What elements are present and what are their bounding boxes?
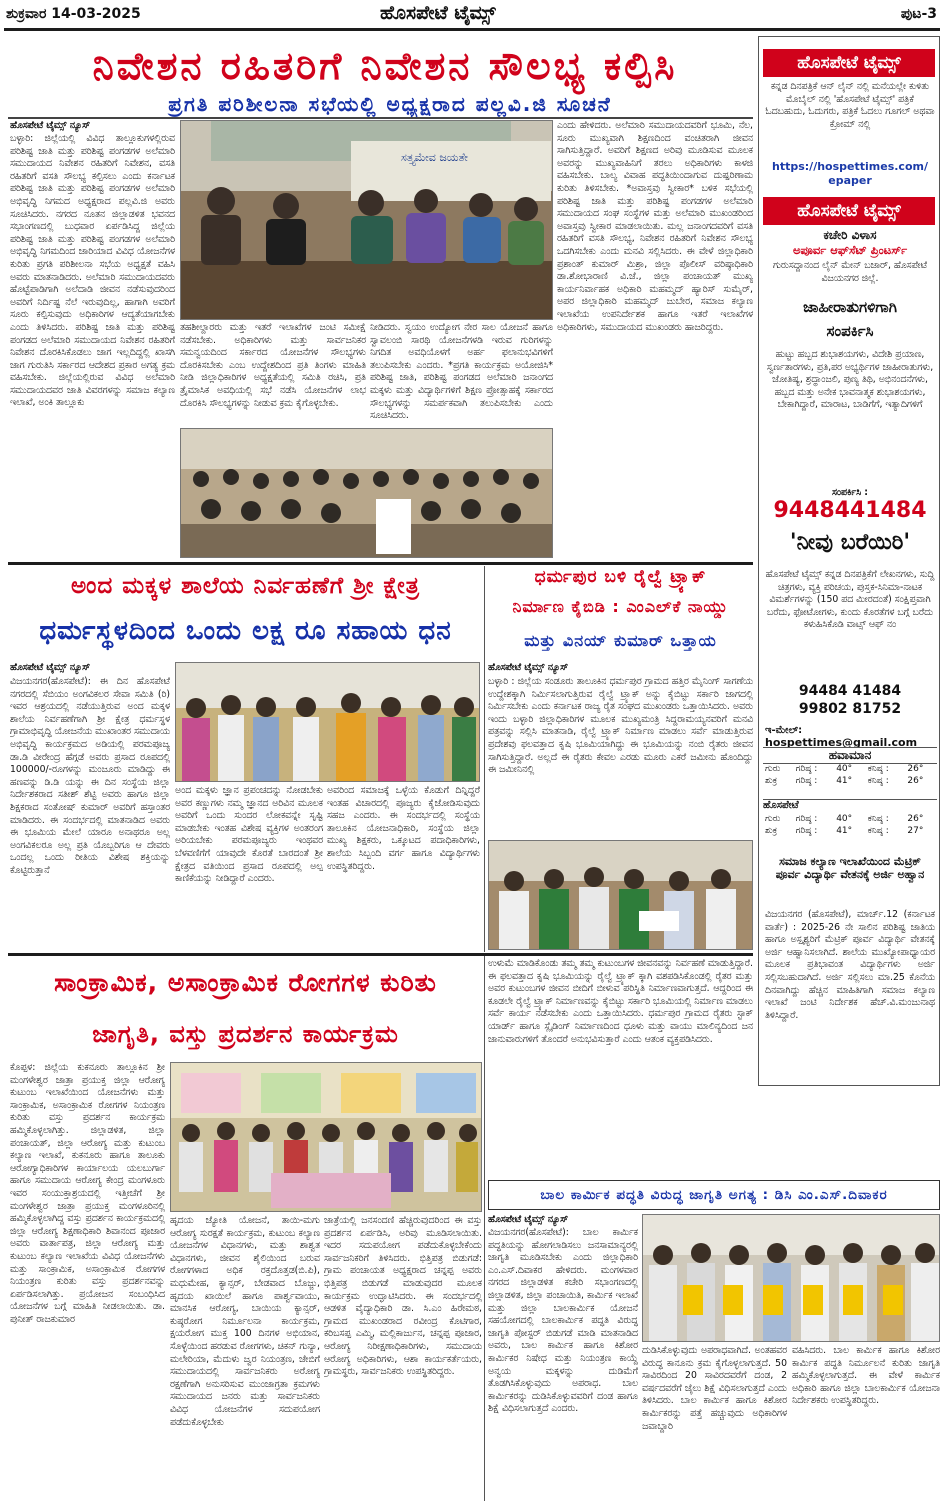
audience-photo-image [181,429,553,558]
sidebar-press-name: ಅಪೂರ್ವ ಆಫ್‌ಸೆಟ್ ಪ್ರಿಂಟರ್ಸ್ [792,243,908,257]
notice-text: ವಿಜಯನಗರ (ಹೊಸಪೇಟೆ), ಮಾರ್ಚ್.12 (ಕರ್ನಾಟಕ ವಾರ್ತೆ) : 2025-26 ನೇ ಸಾಲಿನ ಪರಿಶಿಷ್ಟ ಜಾತಿಯ ಹಾಗೂ ಅಸ್ಪೃಶ್ಯರಿಗೆ ಮೆಟ್ರಿಕ್ ಪೂರ್ವ ವಿದ್ಯಾರ್ಥಿ ವೇತನಕ್ಕೆ ಅರ್ಜಿ ಆಹ್ವಾನಿಸಲಾಗಿದೆ. ಶಾಲೆಯ ಮುಖ್ಯೋಪಾಧ್ಯಾಯರ ಮೂಲಕ ಪ್ರತಿಭಾವಂತ ವಿದ್ಯಾರ್ಥಿಗಳು ಅರ್ಜಿ ಸಲ್ಲಿಸಬಹುದಾಗಿದೆ. ಅರ್ಜಿ ಸಲ್ಲಿಸಲು ಮಾ.25 ಕೊನೆಯ ದಿನವಾಗಿದ್ದು ಹೆಚ್ಚಿನ ಮಾಹಿತಿಗಾಗಿ ಸಮಾಜ ಕಲ್ಯಾಣ ಇಲಾಖೆ ಜಂಟಿ ನಿರ್ದೇಶಕ ಹೆಚ್.ವಿ.ಮಂಜುನಾಥ ತಿಳಿಸಿದ್ದಾರೆ. [765,909,935,1021]
story4-col2: ಹೃದಯ ಜ್ಯೋತಿ ಯೋಜನೆ, ತಾಯಿ-ಮಗು ಆರೋಗ್ಯ ಸುರಕ್ಷತೆ ಕಾರ್ಯಕ್ರಮ, ಕುಟುಂಬ ಕಲ್ಯಾಣ ಯೋಜನೆಗಳ ವಿಧಾನಗಳು, ಮತ್ತು ಶಾಶ್ವತ ವಿಧಾನಗಳು, ಜೀವನ ಶೈಲಿಯಿಂದ ಬರುವ ರೋಗಗಳಾದ ಅಧಿಕ ರಕ್ತದೊತ್ತಡ(ಬಿ.ಪಿ), ಮಧುಮೇಹ, ಕ್ಯಾನ್ಸರ್, ಬೇಡವಾದ ಬೊಜ್ಜು, ಹೃದಯ ಖಾಯಿಲೆ ಹಾಗೂ ಪಾರ್ಶ್ವವಾಯು, ಮಾನಸಿಕ ಆರೋಗ್ಯ, ಬಾಯಿಯ ಕ್ಯಾನ್ಸರ್, ಕುಷ್ಠರೋಗ ನಿರ್ಮೂಲನಾ ಕಾರ್ಯಕ್ರಮ, ಕ್ಷಯರೋಗ ಮುಕ್ತ 100 ದಿನಗಳ ಅಭಿಯಾನ, ಸೊಳ್ಳೆಯಿಂದ ಹರಡುವ ರೋಗಗಳು, ಚಿಕನ್ ಗುನ್ಯಾ, ಮಲೇರಿಯಾ, ಮೆದುಳು ಜ್ವರ ನಿಯಂತ್ರಣ, ಜೇಬಿಗೆ ಸಮುದಾಯದಲ್ಲಿ ಸಾರ್ವಜನಿಕರು ಅರೋಗ್ಯ ರಕ್ಷಣೆಗಾಗಿ ಅನುಸರಿಸುವ ಮುಂಜಾಗ್ರತಾ ಕ್ರಮಗಳು ಸಮುದಾಯದ ಜನರು ಮತ್ತು ಸಾರ್ವಜನಿಕರು ವಿವಿಧ ಯೋಜನೆಗಳ ಸದುಪಯೋಗ ಪಡೆದುಕೊಳ್ಳಬೇಕು [170,1215,320,1428]
story4-headline2: ಜಾಗೃತಿ, ವಸ್ತು ಪ್ರದರ್ಶನ ಕಾರ್ಯಕ್ರಮ [92,1020,399,1048]
sidebar-email-label: ಇ-ಮೇಲ್: [765,725,803,736]
masthead-rule [4,28,940,31]
paper-title: ಹೊಸಪೇಟೆ ಟೈಮ್ಸ್ [380,2,496,24]
meeting-photo-image [181,121,553,320]
sidebar [758,36,940,1086]
story1-subhead-rule [8,117,753,119]
sidebar-ads-title1: ಜಾಹೀರಾತುಗಳಿಗಾಗಿ [803,298,897,316]
page-number: ಪುಟ-3 [900,6,937,22]
weather2-max-label: ಗರಿಷ್ಠ : [795,814,818,824]
notice-title: ಸಮಾಜ ಕಲ್ಯಾಣ ಇಲಾಖೆಯಿಂದ ಮೆಟ್ರಿಕ್ ಪೂರ್ವ ವಿದ್ಯಾರ್ಥಿ ವೇತನಕ್ಕೆ ಅರ್ಜಿ ಅಹ್ವಾನ [775,855,925,881]
weather-row [763,763,937,775]
meeting-banner-text: ಸತ್ತ್ಯಮೇವ ಜಯತೇ [401,151,468,164]
weather2-min: 26° [907,814,924,824]
story5-col2: ದುಡಿಸಿಕೊಳ್ಳುವುದು ಅಪರಾಧವಾಗಿದೆ. ಅಂತಹವರ ವಿರುದ್ಧ ಕಾನೂನು ಕ್ರಮ ಕೈಗೊಳ್ಳಲಾಗುತ್ತದೆ. 50 ಸಾವಿರದಿಂದ 20 ಸಾವಿರದವರೆಗೆ ದಂಡ, 2 ವರ್ಷದವರೆಗೆ ಜೈಲು ಶಿಕ್ಷೆ ವಿಧಿಸಲಾಗುತ್ತದೆ ಎಂದು ತಿಳಿಸಿದರು. ಬಾಲ ಕಾರ್ಮಿಕ ಹಾಗೂ ಕಿಶೋರ ಕಾರ್ಮಿಕರನ್ನು ಪತ್ತೆ ಹಚ್ಚುವುದು ಅಧಿಕಾರಿಗಳ ಜವಾಬ್ದಾರಿ [642,1345,787,1432]
story4-photo [170,1062,482,1212]
story5-col3: ವಹಿಸಿದರು. ಬಾಲ ಕಾರ್ಮಿಕ ಹಾಗೂ ಕಿಶೋರ ಕಾರ್ಮಿಕ ಪದ್ಧತಿ ನಿರ್ಮೂಲನೆ ಕುರಿತು ಜಾಗೃತಿ ಹಮ್ಮಿಕೊಳ್ಳಲಾಗುತ್ತದೆ. ಈ ವೇಳೆ ಕಾರ್ಮಿಕ ಅಧಿಕಾರಿ ಹಾಗೂ ಜಿಲ್ಲಾ ಬಾಲಕಾರ್ಮಿಕ ಯೋಜನಾ ನಿರ್ದೇಶಕರು ಉಪಸ್ಥಿತರಿದ್ದರು. [792,1345,940,1407]
weather-row [763,775,937,787]
sidebar-contact-label: ಸಂಪರ್ಕಿಸಿ : [831,487,869,498]
sidebar-ads-list: ಹುಟ್ಟು ಹಬ್ಬದ ಶುಭಾಶಯಗಳು, ವಿದೇಶಿ ಪ್ರಯಾಣ, ಸ್ವರ್ಣತಾರಗಳು, ಪ್ರತಿ,ಪರ ಅಭ್ಯರ್ಥಿಗಳ ಜಾಹೀರಾತುಗಳು, ಜೋತಿಷ್ಯ, ಶ್ರದ್ಧಾಂಜಲಿ, ಪುಣ್ಯ ತಿಥಿ, ಅಭಿನಂದನೆಗಳು, ಹಬ್ಬದ ಮತ್ತು ಅನೇಕ ಭಾವನಾತ್ಮಕ ಶುಭಾಶಯಗಳು, ಬೇಕಾಗಿದ್ದಾರೆ, ಮಾರಾಟ, ಬಾಡಿಗೆಗೆ, ಇತ್ಯಾದಿಗಳಿಗೆ [766,349,934,411]
story5-byline: ಹೊಸಪೇಟೆ ಟೈಮ್ಸ್ ನ್ಯೂಸ್ [488,1214,569,1225]
weather-min-label: ಕನಿಷ್ಠ : [867,776,889,786]
story3-byline: ಹೊಸಪೇಟೆ ಟೈಮ್ಸ್ ನ್ಯೂಸ್ [488,662,569,673]
weather2-max-label: ಗರಿಷ್ಠ : [795,826,818,836]
sidebar-phone3[interactable]: 99802 81752 [798,701,902,717]
column-divider [484,566,485,952]
sidebar-brand1: ಹೊಸಪೇಟೆ ಟೈಮ್ಸ್ [763,49,935,77]
story1-col1: ಬಳ್ಳಾರಿ: ಜಿಲ್ಲೆಯಲ್ಲಿ ವಿವಿಧ ತಾಲ್ಲೂಕುಗಳಲ್ಲಿರುವ ಪರಿಶಿಷ್ಟ ಜಾತಿ ಮತ್ತು ಪರಿಶಿಷ್ಟ ಪಂಗಡಗಳ ಅಲೆಮಾರಿ ಸಮುದಾಯದ ನಿವೇಶನ ರಹಿತರಿಗೆ ನಿವೇಶನ, ವಸತಿ ರಹಿತರಿಗೆ ವಸತಿ ಸೌಲಭ್ಯ ಕಲ್ಪಿಸಲು ಎಂದು ಕರ್ನಾಟಕ ಪರಿಶಿಷ್ಟ ಜಾತಿ ಮತ್ತು ಪರಿಶಿಷ್ಟ ಪಂಗಡಗಳ ಅಲೆಮಾರಿ ಅಭಿವೃದ್ಧಿ ನಿಗಮದ ಅಧ್ಯಕ್ಷರಾದ ಪಲ್ಲವಿ.ಜಿ ಅವರು ಸೂಚಿಸಿದರು. ನಗರದ ನೂತನ ಜಿಲ್ಲಾಡಳಿತ ಭವನದ ಸಭಾಂಗಣದಲ್ಲಿ ಬುಧವಾರ ಏರ್ಪಡಿಸಿದ್ದ ಜಿಲ್ಲೆಯ ಪರಿಶಿಷ್ಟ ಜಾತಿ ಮತ್ತು ಪರಿಶಿಷ್ಟ ಪಂಗಡಗಳ ಅಲೆಮಾರಿ ಅಭಿವೃದ್ಧಿ ನಿಗಮದಿಂದ ಜಾರಿಯಾದ ವಿವಿಧ ಯೋಜನೆಗಳ ಕುರಿತು ಪ್ರಗತಿ ಪರಿಶೀಲನಾ ಸಭೆಯ ಅಧ್ಯಕ್ಷತೆ ವಹಿಸಿ ಅವರು ಮಾತನಾಡಿದರು. ಅಲೆಮಾರಿ ಸಮುದಾಯದವರು ಹೊಟ್ಟೆಪಾಡಿಗಾಗಿ ಅಲೆದಾಡಿ ಜೀವನ ನಡೆಸುವುದರಿಂದ ಅವರಿಗೆ ನಿರ್ದಿಷ್ಟ ನೆಲೆ ಇರುವುದಿಲ್ಲ, ಹಾಗಾಗಿ ಅವರಿಗೆ ಸೂರು ಕಲ್ಪಿಸುವುದು ಅಧಿಕಾರಿಗಳ ಆದ್ಯತೆಯಾಗಬೇಕು ಎಂದು ತಿಳಿಸಿದರು. ಪರಿಶಿಷ್ಟ ಜಾತಿ ಮತ್ತು ಪರಿಶಿಷ್ಟ ಪಂಗಡದ ಅಲೆಮಾರಿ ಸಮುದಾಯದ ನಿವೇಶನ ರಹಿತರಿಗೆ ನಿವೇಶನ ದೊರಕಿಸಿಕೊಡಲು ಜಾಗ ಇಲ್ಲದಿದ್ದಲ್ಲಿ ಖಾಸಗಿ ಜಾಗ ಗುರುತಿಸಿ ಸರ್ಕಾರದ ಆದೇಶದ ಪ್ರಕಾರ ಅಗತ್ಯ ಕ್ರಮ ವಹಿಸಬೇಕು. ಜಿಲ್ಲೆಯಲ್ಲಿರುವ ವಿವಿಧ ಅಲೆಮಾರಿ ಸಮುದಾಯದವರ ಜಾತಿ ವಿವರಗಳನ್ನು ಸಮಾಜ ಕಲ್ಯಾಣ ಇಲಾಖೆ, ಅಂಕಿ ತಾಲ್ಲೂಕು [10,133,175,409]
weather2-row [763,813,937,825]
sidebar-email-row [765,725,937,749]
story2-byline: ಹೊಸಪೇಟೆ ಟೈಮ್ಸ್ ನ್ಯೂಸ್ [10,662,91,673]
sidebar-write-title: 'ನೀವು ಬರೆಯಿರಿ' [789,530,911,555]
story1-under-photo-right: ನೀಡಿದರು. ಸ್ವಯಂ ಉದ್ಯೋಗ ನೇರ ಸಾಲ ಯೋಜನೆ ಹಾಗೂ ಸ್ವಾವಲಂಬಿ ಸಾರಥಿ ಯೋಜನೆಗಳಡಿ ಇರುವ ಗುರಿಗಳನ್ನು ನಿಗದಿತ ಅವಧಿಯೊಳಗೆ ಅರ್ಹ ಫಲಾನುಭವಿಗಳಿಗೆ ತಲುಪಿಸಬೇಕು ಎಂದರು. *ಪ್ರಗತಿ ಕಾರ್ಯಕ್ರಮ ಅಯೋಜಿಸಿ* ಪರಿಶಿಷ್ಟ ಜಾತಿ, ಪರಿಶಿಷ್ಟ ಪಂಗಡದ ಅಲೆಮಾರಿ ಜನಾಂಗದ ಮಕ್ಕಳು ಮತ್ತು ವಿದ್ಯಾರ್ಥಿಗಳಿಗೆ ಶಿಕ್ಷಣ ಪ್ರೋತ್ಸಾಹಕ್ಕೆ ಸರ್ಕಾರದ ಸೌಲಭ್ಯಗಳನ್ನು ಸಮರ್ಪಕವಾಗಿ ತಲುಪಿಸಬೇಕು ಎಂದು ಸೂಚಿಸಿದರು. [370,322,553,422]
story1-photo-meeting [180,120,553,320]
section-rule-1 [8,562,753,565]
weather-min: 26° [907,764,924,774]
story2-photo [175,662,480,782]
weather-day: ಶುಕ್ರ [765,776,778,786]
sidebar-office-title: ಕಚೇರಿ ವಿಳಾಸ [823,228,877,242]
weather2-day: ಶುಕ್ರ [765,826,778,836]
sidebar-ads-title2: ಸಂಪರ್ಕಿಸಿ [826,322,874,340]
donation-photo-image [176,663,480,782]
story2-col1: ವಿಜಯನಗರ(ಹೊಸಪೇಟೆ): ಈ ದಿನ ಹೊಸಪೇಟೆ ನಗರದಲ್ಲಿ ಸೆಬಿಯಂ ಅಂಗವಿಕಲರ ಸೇವಾ ಸಮಿತಿ (ರಿ) ಇವರ ಆಶ್ರಯದಲ್ಲಿ ನಡೆಯುತ್ತಿರುವ ಅಂದ ಮಕ್ಕಳ ಶಾಲೆಯ ನಿರ್ವಹಣೆಗಾಗಿ ಶ್ರೀ ಕ್ಷೇತ್ರ ಧರ್ಮಸ್ಥಳ ಗ್ರಾಮಾಭಿವೃದ್ಧಿ ಯೋಜನೆಯ ಮುಖಾಂತರ ಸಮುದಾಯ ಅಭಿವೃದ್ಧಿ ಕಾರ್ಯಕ್ರಮದ ಅಡಿಯಲ್ಲಿ ಪರಮಪೂಜ್ಯ ಡಾ.ಡಿ ವೀರೇಂದ್ರ ಹೆಗ್ಗಡೆ ಅವರು ಪ್ರಸಾದ ರೂಪದಲ್ಲಿ 100000/-ರೂಗಳನ್ನು ಮಂಜೂರು ಮಾಡಿದ್ದು ಈ ಹಣವನ್ನು ಡಿ.ಡಿ ಯನ್ನು ಈ ದಿನ ಸಂಸ್ಥೆಯ ಜಿಲ್ಲಾ ನಿರ್ದೇಶಕರಾದ ಸತೀಶ್ ಶೆಟ್ಟಿ ಅವರು ಹಾಗೂ ಜಿಲ್ಲಾ ಶಿಕ್ಷಕರಾದ ಸಂತೋಷ್ ಕುಮಾರ್ ಅವರಿಗೆ ಹಸ್ತಾಂತರ ಮಾಡಿದರು. ಈ ಸಂದರ್ಭದಲ್ಲಿ ಮಾತನಾಡಿದ ಅವರು ಈ ಭೂಮಿಯ ಮೇಲೆ ಯಾರೂ ಅನಾಥರೂ ಅಲ್ಲ ಅಂಗವಿಕಲರೂ ಅಲ್ಲ ಪ್ರತಿ ಯೊಬ್ಬರಿಗೂ ಆ ದೇವರು ಒಂದಲ್ಲ ಒಂದು ರೀತಿಯ ವಿಶೇಷ ಶಕ್ತಿಯನ್ನು ಕೊಟ್ಟಿರುತ್ತಾನೆ [10,676,170,876]
story3-headline2: ನಿರ್ಮಾಣ ಕೈಬಿಡಿ : ಎಂಎಲ್‌ಕೆ ನಾಯ್ಡು [512,597,729,616]
weather2-table [763,813,937,837]
weather-table [763,763,937,787]
weather-min-label: ಕನಿಷ್ಠ : [867,764,889,774]
story3-photo [488,840,753,950]
exhibition-photo-image [171,1063,482,1212]
weather-max: 41° [836,776,853,786]
weather-min: 26° [907,776,924,786]
story3-top-text: ಬಳ್ಳಾರಿ : ಜಿಲ್ಲೆಯ ಸಂಡೂರು ತಾಲೂಕಿನ ಧರ್ಮಪುರ ಗ್ರಾಮದ ಹತ್ತಿರ ಮೈನಿಂಗ್ ಸಾಗಣೆಯ ಉದ್ದೇಶಕ್ಕಾಗಿ ನಿರ್ಮಿಸಲಾಗುತ್ತಿರುವ ರೈಲ್ವೆ ಟ್ರ್ಯಾಕ್ ಅನ್ನು ಕೈಬಿಟ್ಟು ಸರ್ಕಾರಿ ಜಾಗದಲ್ಲಿ ನಿರ್ಮಿಸಬೇಕು ಎಂದು ಕರ್ನಾಟಕ ರಾಜ್ಯ ರೈತ ಸಂಘದ ಮುಖಂಡರು ಒತ್ತಾಯಿಸಿದರು. ಅವರು ಇಂದು ಬಳ್ಳಾರಿ ಜಿಲ್ಲಾಧಿಕಾರಿಗಳ ಮೂಲಕ ಮುಖ್ಯಮಂತ್ರಿ ಸಿದ್ದರಾಮಯ್ಯನವರಿಗೆ ಮನವಿ ಪತ್ರವನ್ನು ಸಲ್ಲಿಸಿ ಮಾತನಾಡಿ, ರೈಲ್ವೆ ಟ್ರ್ಯಾಕ್ ನಿರ್ಮಾಣ ಮಾಡಲು ಸರ್ವೆ ಮಾಡುತ್ತಿರುವ ಪ್ರದೇಶವು ಫಲವತ್ತಾದ ಕೃಷಿ ಭೂಮಿಯಾಗಿದ್ದು ಈ ಭೂಮಿಯನ್ನು ನಂಬಿ ರೈತರು ಜೀವನ ಸಾಗಿಸುತ್ತಿದ್ದಾರೆ. ಅಲ್ಲದೆ ಈ ರೈತರು ಕೇವಲ ಎರಡು ಮೂರು ಎಕರೆ ಜಮೀನು ಹೊಂದಿದ್ದು ಈ ಜಮೀನಿನಲ್ಲಿ [488,676,753,776]
masthead [0,0,945,40]
story1-headline: ನಿವೇಶನ ರಹಿತರಿಗೆ ನಿವೇಶನ ಸೌಲಭ್ಯ ಕಲ್ಪಿಸಿ [92,44,678,88]
weather-max-label: ಗರಿಷ್ಠ : [795,764,818,774]
weather2-title: ಹೊಸಪೇಟೆ [763,799,937,811]
weather2-min: 27° [907,826,924,836]
weather2-min-label: ಕನಿಷ್ಠ : [867,826,889,836]
section-rule-2 [8,953,753,956]
sidebar-url[interactable]: https://hospettimes.com/ [772,160,928,173]
weather-max: 40° [836,764,853,774]
weather2-max: 40° [836,814,853,824]
story2-headline2: ಧರ್ಮಸ್ಥಳದಿಂದ ಒಂದು ಲಕ್ಷ ರೂ ಸಹಾಯ ಧನ [39,616,452,646]
sidebar-brand2: ಹೊಸಪೇಟೆ ಟೈಮ್ಸ್ [763,197,935,225]
story3-col-lower: ಉಳುಮೆ ಮಾಡಿಕೊಂಡು ತಮ್ಮ ತಮ್ಮ ಕುಟುಂಬಗಳ ಜೀವನವನ್ನು ನಿರ್ವಹಣೆ ಮಾಡುತ್ತಿದ್ದಾರೆ. ಈ ಫಲವತ್ತಾದ ಕೃಷಿ ಭೂಮಿಯನ್ನು ರೈಲ್ವೆ ಟ್ರ್ಯಾಕ್ ಕ್ಕಾಗಿ ವಶಪಡಿಸಿಕೊಂಡಲ್ಲಿ ರೈತರ ಮತ್ತು ಅವರ ಕುಟುಂಬಗಳ ಜೀವನ ಬೀದಿಗೆ ಬೀಳುವ ಪರಿಸ್ಥಿತಿ ನಿರ್ಮಾಣವಾಗುತ್ತದೆ. ಆದ್ದರಿಂದ ಈ ಕೂಡಲೇ ರೈಲ್ವೆ ಟ್ರ್ಯಾಕ್ ನಿರ್ಮಾಣವನ್ನು ಕೈಬಿಟ್ಟು ಸರ್ಕಾರಿ ಭೂಮಿಯಲ್ಲಿ ನಿರ್ಮಾಣ ಮಾಡಲು ಸರ್ವೆ ಕಾರ್ಯ ನಡೆಸಬೇಕು ಎಂದು ಒತ್ತಾಯಿಸಿದರು. ಧರ್ಮಪುರ ಗ್ರಾಮದ ರೈತರು ಸ್ಟಾಕ್ ಯಾರ್ಡ್ ಹಾಗೂ ಸ್ಲೈಡಿಂಗ್ ನಿರ್ಮಾಣದಿಂದ ಧೂಳು ಮತ್ತು ವಾಯು ಮಾಲಿನ್ಯದಿಂದ ಜನ ಜಾನುವಾರುಗಳಿಗೆ ತೊಂದರೆ ಅನುಭವಿಸುತ್ತಾರೆ ಎಂದು ಆತಂಕ ವ್ಯಕ್ತಪಡಿಸಿದರು. [488,958,753,1045]
memorandum-photo-image [489,841,753,950]
sidebar-address: ಗುರುಸದ್ದಾನಂದ ಲೈನ್ ಮೇನ್ ಬಜಾರ್, ಹೊಸಪೇಟೆ ವಿಜಯನಗರ ಜಿಲ್ಲೆ. [772,260,928,284]
column-divider-2 [484,956,485,1501]
story5-headline: ಬಾಲ ಕಾರ್ಮಿಕ ಪದ್ಧತಿ ವಿರುದ್ಧ ಜಾಗೃತಿ ಅಗತ್ಯ : ಡಿಸಿ ಎಂ.ಎಸ್.ದಿವಾಕರ [540,1187,888,1203]
story2-col3: ಅವರಿಂದ ಸಮಾಜಕ್ಕೆ ಒಳ್ಳೆಯ ಕೊಡುಗೆ ದಿನ್ನಿದ್ದರೆ ಇಂತಹ ವಿಚಾರದಲ್ಲಿ ಪೂಜ್ಯರು ಕೈಜೋಡಿಸುವುದು ಸಹಜ ಎಂದರು. ಈ ಸಂದರ್ಭದಲ್ಲಿ ಸಂಸ್ಥೆಯ ತಾಲೂಕಿನ ಯೋಜನಾಧಿಕಾರಿ, ಸಂಸ್ಥೆಯ ಜಿಲ್ಲಾ ಮುಖ್ಯ ಶಿಕ್ಷಕರು, ಒಕ್ಕೂಟದ ಪದಾಧಿಕಾರಿಗಳು, ಶಾಲೆಯ ಸಿಬ್ಬಂದಿ ವರ್ಗ ಹಾಗೂ ವಿದ್ಯಾರ್ಥಿಗಳು ಉಪಸ್ಥಿತರಿದ್ದರು. [327,785,480,872]
weather2-max: 41° [836,826,853,836]
story4-headline1: ಸಾಂಕ್ರಾಮಿಕ, ಅಸಾಂಕ್ರಾಮಿಕ ರೋಗಗಳ ಕುರಿತು [54,968,437,997]
sidebar-phone2[interactable]: 94484 41484 [798,683,902,699]
story5-col1: ವಿಜಯನಗರ(ಹೊಸಪೇಟೆ): ಬಾಲ ಕಾರ್ಮಿಕ ಪದ್ಧತಿಯನ್ನು ಹೋಗಲಾಡಿಸಲು ಜನಸಾಮಾನ್ಯರಲ್ಲಿ ಜಾಗೃತಿ ಮೂಡಿಸಬೇಕು ಎಂದು ಜಿಲ್ಲಾಧಿಕಾರಿ ಎಂ.ಎಸ್.ದಿವಾಕರ ಹೇಳಿದರು. ಮಂಗಳವಾರ ನಗರದ ಜಿಲ್ಲಾಡಳಿತ ಕಚೇರಿ ಸಭಾಂಗಣದಲ್ಲಿ ಜಿಲ್ಲಾಡಳಿತ, ಜಿಲ್ಲಾ ಪಂಚಾಯಿತಿ, ಕಾರ್ಮಿಕ ಇಲಾಖೆ ಮತ್ತು ಜಿಲ್ಲಾ ಬಾಲಕಾರ್ಮಿಕ ಯೋಜನೆ ಸಹಯೋಗದಲ್ಲಿ ಬಾಲಕಾರ್ಮಿಕ ಪದ್ಧತಿ ವಿರುದ್ಧ ಜಾಗೃತಿ ಪೋಸ್ಟರ್ ಬಿಡುಗಡೆ ಮಾಡಿ ಮಾತನಾಡಿದ ಅವರು, ಬಾಲ ಕಾರ್ಮಿಕ ಹಾಗೂ ಕಿಶೋರ ಕಾರ್ಮಿಕರ ನಿಷೇಧ ಮತ್ತು ನಿಯಂತ್ರಣ ಕಾಯ್ದೆ ಅನ್ವಯ ಮಕ್ಕಳನ್ನು ದುಡಿಮೆಗೆ ತೊಡಗಿಸಿಕೊಳ್ಳುವುದು ಅಪರಾಧ. ಬಾಲ ಕಾರ್ಮಿಕರನ್ನು ದುಡಿಸಿಕೊಳ್ಳುವವರಿಗೆ ದಂಡ ಹಾಗೂ ಶಿಕ್ಷೆ ವಿಧಿಸಲಾಗುತ್ತದೆ ಎಂದರು. [488,1227,638,1415]
story2-col2: ಅಂದ ಮಕ್ಕಳು ಜ್ಞಾನ ಪ್ರಪಂಚದನ್ನು ನೋಡಬೇಕು ಅವರ ಕಣ್ಣುಗಳು ನಮ್ಮ ಜ್ಞಾನದ ಅರಿವಿನ ಮೂಲಕ ಅವರಿಗೆ ಒಂದು ಸುಂದರ ಲೋಕವನ್ನೇ ಸೃಷ್ಟಿ ಮಾಡಬೇಕು ಇಂತಹ ವಿಶೇಷ ವ್ಯಕ್ತಿಗಳ ಅಂತರಂಗ ಅರಿಯಬೇಕು ಪರಮಪೂಜ್ಯರು ಇಂಥವರ ಬೆಳವಣಿಗೆಗೆ ಯಾವುದೇ ಕೊರತೆ ಬಾರದಂತೆ ಶ್ರೀ ಕ್ಷೇತ್ರದ ವತಿಯಿಂದ ಪ್ರಸಾದ ರೂಪದಲ್ಲಿ ಅಲ್ಪ ಕಾಣಿಕೆಯನ್ನು ನೀಡಿದ್ದಾರೆ ಎಂದರು. [175,785,323,885]
sidebar-email[interactable]: hospettimes@gmail.com [765,736,918,749]
story1-subhead: ಪ್ರಗತಿ ಪರಿಶೀಲನಾ ಸಭೆಯಲ್ಲಿ ಅಧ್ಯಕ್ಷರಾದ ಪಲ್ಲವಿ.ಜಿ ಸೂಚನೆ [168,92,612,116]
weather2-row [763,825,937,837]
story3-headline-block [488,566,753,666]
story3-headline3: ಮತ್ತು ವಿನಯ್ ಕುಮಾರ್ ಒತ್ತಾಯ [524,631,717,650]
story1-photo-audience [180,428,553,558]
issue-date: ಶುಕ್ರವಾರ 14-03-2025 [6,6,141,22]
story1-col4: ಎಂದು ಹೇಳಿದರು. ಅಲೆಮಾರಿ ಸಮುದಾಯದವರಿಗೆ ಭೂಮಿ, ನೆಲ, ಸೂರು ಮುಖ್ಯವಾಗಿ ಶಿಕ್ಷಣದಿಂದ ವಂಚಿತರಾಗಿ ಜೀವನ ಸಾಗಿಸುತ್ತಿದ್ದಾರೆ. ಅವರಿಗೆ ಶಿಕ್ಷಣದ ಅರಿವು ಮೂಡಿಸುವ ಮೂಲಕ ಅವರನ್ನು ಮುಖ್ಯವಾಹಿನಿಗೆ ತರಲು ಅಧಿಕಾರಿಗಳು ಕಾಳಜಿ ವಹಿಸಬೇಕು. ಬಾಲ್ಯ ವಿವಾಹ ಪದ್ಧತಿಯಿಂದಾಗುವ ದುಷ್ಪರಿಣಾಮ ಕುರಿತು ತಿಳಿಸಬೇಕು. *ಅವಾಸ್ತವು ಸ್ವೀಕಾರ* ಬಳಿಕ ಸಭೆಯಲ್ಲಿ ಪರಿಶಿಷ್ಟ ಜಾತಿ ಮತ್ತು ಪರಿಶಿಷ್ಟ ಪಂಗಡಗಳ ಅಲೆಮಾರಿ ಸಮುದಾಯದ ಸಂಘ ಸಂಸ್ಥೆಗಳ ಮತ್ತು ಅಲೆಮಾರಿ ಮುಖಂಡರಿಂದ ಅವಾಸ್ತವು ಸ್ವೀಕಾರ ಮಾಡಲಾಯಿತು. ಮಲ್ಲ ಜನಾಂಗದವರಿಗೆ ವಸತಿ ರಹಿತರಿಗೆ ವಸತಿ ಸೌಲಭ್ಯ, ನಿವೇಶನ ರಹಿತರಿಗೆ ನಿವೇಶನ ಸೌಲಭ್ಯ ಒದಗಿಸಬೇಕು ಎಂದು ಮನವಿ ಸಲ್ಲಿಸಿದರು. ಈ ವೇಳೆ ಜಿಲ್ಲಾಧಿಕಾರಿ ಪ್ರಶಾಂತ್ ಕುಮಾರ್ ಮಿಶ್ರಾ, ಜಿಲ್ಲಾ ಪೊಲೀಸ್ ವರಿಷ್ಠಾಧಿಕಾರಿ ಡಾ.ಶೋಭಾರಾಣಿ ವಿ.ಜೆ., ಜಿಲ್ಲಾ ಪಂಚಾಯತ್ ಮುಖ್ಯ ಕಾರ್ಯನಿರ್ವಾಹಕ ಅಧಿಕಾರಿ ಮಹಮ್ಮದ್ ಹ್ಯಾರಿಸ್ ಸುಮೈರ್, ಅಪರ ಜಿಲ್ಲಾಧಿಕಾರಿ ಮಹಮ್ಮದ್ ಜುಬೇರ, ಸಮಾಜ ಕಲ್ಯಾಣ ಇಲಾಖೆಯ ಉಪನಿರ್ದೇಶಕ ಹಾಗೂ ಇತರೆ ಇಲಾಖೆಗಳ ಅಧಿಕಾರಿಗಳು, ಸಮುದಾಯದ ಮುಖಂಡರು ಹಾಜರಿದ್ದರು. [557,120,753,333]
story5-headline-box [488,1180,940,1210]
story2-headline1: ಅಂದ ಮಕ್ಕಳ ಶಾಲೆಯ ನಿರ್ವಹಣೆಗೆ ಶ್ರೀ ಕ್ಷೇತ್ರ [71,573,420,599]
weather-max-label: ಗರಿಷ್ಠ : [795,776,818,786]
story4-col3: ಜಾತ್ರೆಯಲ್ಲಿ ಜನಸಂದಣಿ ಹೆಚ್ಚಿರುವುದರಿಂದ ಈ ವಸ್ತು ಪ್ರದರ್ಶನ ಏರ್ಪಡಿಸಿ, ಅರಿವು ಮೂಡಿಸಲಾಯಿತು. ಇದರ ಸದುಪಯೋಗ ಪಡೆದುಕೊಳ್ಳಬೇಕೆಂದು ಸಾರ್ವಜನಿಕರಿಗೆ ತಿಳಿಸಿದರು. ಭಿತ್ತಿಪತ್ರ ಬಿಡುಗಡೆ: ಗ್ರಾಮ ಪಂಚಾಯತ ಅಧ್ಯಕ್ಷರಾದ ಚನ್ನಪ್ಪ ಅವರು ಭಿತ್ತಿಪತ್ರ ಬಿಡುಗಡೆ ಮಾಡುವುದರ ಮೂಲಕ ಕಾರ್ಯಕ್ರಮ ಉದ್ಘಾಟಿಸಿದರು. ಈ ಸಂದರ್ಭದಲ್ಲಿ ಆಡಳಿತ ವೈದ್ಯಾಧಿಕಾರಿ ಡಾ. ಸಿ.ಎಂ ಹಿರೇಮಠ, ಗ್ರಾಮದ ಮುಖಂಡರಾದ ರವೀಂದ್ರ ಕೊಟಿಗಾರ, ಕರಿಬಸಪ್ಪ ಎಮ್ಮಿ, ಮಲ್ಲಿಕಾರ್ಜುನ, ಚನ್ನಪ್ಪ ಪೂಜಾರ, ಆರೋಗ್ಯ ನಿರೀಕ್ಷಣಾಧಿಕಾರಿಗಳು, ಸಮುದಾಯ ಆರೋಗ್ಯ ಅಧಿಕಾರಿಗಳು, ಆಶಾ ಕಾರ್ಯಕರ್ತೆಯರು, ಗ್ರಾಮಸ್ಥರು, ಸಾರ್ವಜನಿಕರು ಉಪಸ್ಥಿತರಿದ್ದರು. [324,1215,482,1378]
story3-headline1: ಧರ್ಮಪುರ ಬಳಿ ರೈಲ್ವೆ ಟ್ರ್ಯಾಕ್ [534,567,707,587]
story1-under-photo-left: ತಹಶೀಲ್ದಾರರು ಮತ್ತು ಇತರೆ ಇಲಾಖೆಗಳ ಜಂಟಿ ಸಮೀಕ್ಷೆ ನಡೆಸಬೇಕು. ಅಧಿಕಾರಿಗಳು ಮತ್ತು ಸಾರ್ವಜನಿಕರ ಸಮನ್ವಯದಿಂದ ಸರ್ಕಾರದ ಯೋಜನೆಗಳ ಸೌಲಭ್ಯಗಳು ದೊರಕಿಸಬೇಕು ಎಂಬ ಉದ್ದೇಶದಿಂದ ಪ್ರತಿ ತಿಂಗಳು ಮಾಹಿತಿ ನೀಡಿ ಜಿಲ್ಲಾಧಿಕಾರಿಗಳ ಅಧ್ಯಕ್ಷತೆಯಲ್ಲಿ ಸಮಿತಿ ರಚಿಸಿ, ಪ್ರತಿ ತ್ರೈಮಾಸಿಕ ಅವಧಿಯಲ್ಲಿ ಸಭೆ ನಡೆಸಿ ಯೋಜನೆಗಳ ಲಾಭ ದೊರಕಿಸಿ ಸೌಲಭ್ಯಗಳನ್ನು ನೀಡುವ ಕ್ರಮ ಕೈಗೊಳ್ಳಬೇಕು. [180,322,366,409]
sidebar-epaper[interactable]: epaper [828,174,872,187]
weather-day: ಗುರು [765,764,781,774]
sidebar-phone-big[interactable]: 9448441484 [773,498,927,523]
weather-title: ಹವಾಮಾನ [763,747,937,764]
story5-photo [642,1214,940,1342]
sidebar-write-text: ಹೊಸಪೇಟೆ ಟೈಮ್ಸ್ ಕನ್ನಡ ದಿನಪತ್ರಿಕೆಗೆ ಲೇಖನಗಳು, ಸುದ್ದಿ ಚಿತ್ರಗಳು, ವ್ಯಕ್ತಿ ಪರಿಚಯ, ಪುಸ್ತಕ-ಸಿನಿಮಾ-ನಾಟಕ ವಿಮರ್ಶೆಗಳನ್ನು (150 ಪದ ಮೀರದಂತೆ) ಸಂಕ್ಷಿಪ್ತವಾಗಿ ಬರೆದು, ಫೋಟೋಗಳು, ಕುಂದು ಕೊರತೆಗಳ ಬಗ್ಗೆ ಬರೆದು ಕಳುಹಿಸಿಕೊಡಿ ವಾಟ್ಸ್ ಆಫ್ ನಂ [765,569,935,631]
story1-byline: ಹೊಸಪೇಟೆ ಟೈಮ್ಸ್ ನ್ಯೂಸ್ [10,120,91,131]
sidebar-online-text: ಕನ್ನಡ ದಿನಪತ್ರಿಕೆ ಆನ್ ಲೈನ್ ನಲ್ಲಿ ಮನೆಯಲ್ಲೇ ಕುಳಿತು ಮೊಬೈಲ್ ನಲ್ಲಿ 'ಹೊಸಪೇಟೆ ಟೈಮ್ಸ್' ಪತ್ರಿಕೆ ಓದಬಹುದು, ಓದುಗರು, ಪತ್ರಿಕೆ ಓದಲು ಗೂಗಲ್ ಅಥವಾ ಕ್ರೋಮ್ ನಲ್ಲಿ [765,81,935,130]
poster-release-photo-image [643,1215,940,1342]
story4-col1: ಕೊಪ್ಪಳ: ಜಿಲ್ಲೆಯ ಕುಕನೂರು ತಾಲ್ಲೂಕಿನ ಶ್ರೀ ಮಂಗಳೇಶ್ವರ ಜಾತ್ರಾ ಪ್ರಯುಕ್ತ ಜಿಲ್ಲಾ ಆರೋಗ್ಯ ಕುಟುಂಬ ಇಲಾಖೆಯಿಂದ ಯೋಜನೆಗಳು ಮತ್ತು ಸಾಂಕ್ರಾಮಿಕ, ಅಸಾಂಕ್ರಾಮಿಕ ರೋಗಗಳ ನಿಯಂತ್ರಣ ಕುರಿತು ವಸ್ತು ಪ್ರದರ್ಶನ ಕಾರ್ಯಕ್ರಮ ಹಮ್ಮಿಕೊಳ್ಳಲಾಗಿತ್ತು. ಜಿಲ್ಲಾಡಳಿತ, ಜಿಲ್ಲಾ ಪಂಚಾಯತ್, ಜಿಲ್ಲಾ ಆರೋಗ್ಯ ಮತ್ತು ಕುಟುಂಬ ಕಲ್ಯಾಣ ಇಲಾಖೆ, ಕುಕನೂರು ಹಾಗೂ ತಾಲೂಕು ಆರೋಗ್ಯಾಧಿಕಾರಿಗಳ ಕಾರ್ಯಾಲಯ ಯಲಬುರ್ಗಾ ಹಾಗೂ ಸಮುದಾಯ ಆರೋಗ್ಯ ಕೇಂದ್ರ ಮಂಗಳೂರು ಇವರ ಸಂಯುಕ್ತಾಶ್ರಯದಲ್ಲಿ ಇತ್ತೀಚೆಗೆ ಶ್ರೀ ಮಂಗಳೇಶ್ವರ ಜಾತ್ರಾ ಪ್ರಯುಕ್ತ ಮಂಗಳೂರಿನಲ್ಲಿ ಹಮ್ಮಿಕೊಳ್ಳಲಾಗಿದ್ದ ವಸ್ತು ಪ್ರದರ್ಶನ ಕಾರ್ಯಕ್ರಮದಲ್ಲಿ ಜಿಲ್ಲಾ ಆರೋಗ್ಯ ಶಿಕ್ಷಣಾಧಿಕಾರಿ ಶಿವಾನಂದ ಪೂಜಾರ ಅವರು ವಾರ್ತಾಪತ್ರ, ಜಿಲ್ಲಾ ಆರೋಗ್ಯ ಮತ್ತು ಕುಟುಂಬ ಕಲ್ಯಾಣ ಇಲಾಖೆಯ ವಿವಿಧ ಯೋಜನೆಗಳು ಮತ್ತು ಸಾಂಕ್ರಾಮಿಕ, ಅಸಾಂಕ್ರಾಮಿಕ ರೋಗಗಳ ನಿಯಂತ್ರಣ ಕುರಿತು ವಸ್ತು ಪ್ರದರ್ಶನವನ್ನು ಏರ್ಪಡಿಸಲಾಗಿತ್ತು. ಪ್ರಯೋಜನ ಸಂಬಂಧಿಸಿದ ಯೋಜನೆಗಳ ಬಗ್ಗೆ ಮಾಹಿತಿ ನೀಡಲಾಯಿತು. ಡಾ. ಪುನೀತ್ ರಾಜಕುಮಾರ [10,1062,165,1325]
weather2-min-label: ಕನಿಷ್ಠ : [867,814,889,824]
weather2-day: ಗುರು [765,814,781,824]
